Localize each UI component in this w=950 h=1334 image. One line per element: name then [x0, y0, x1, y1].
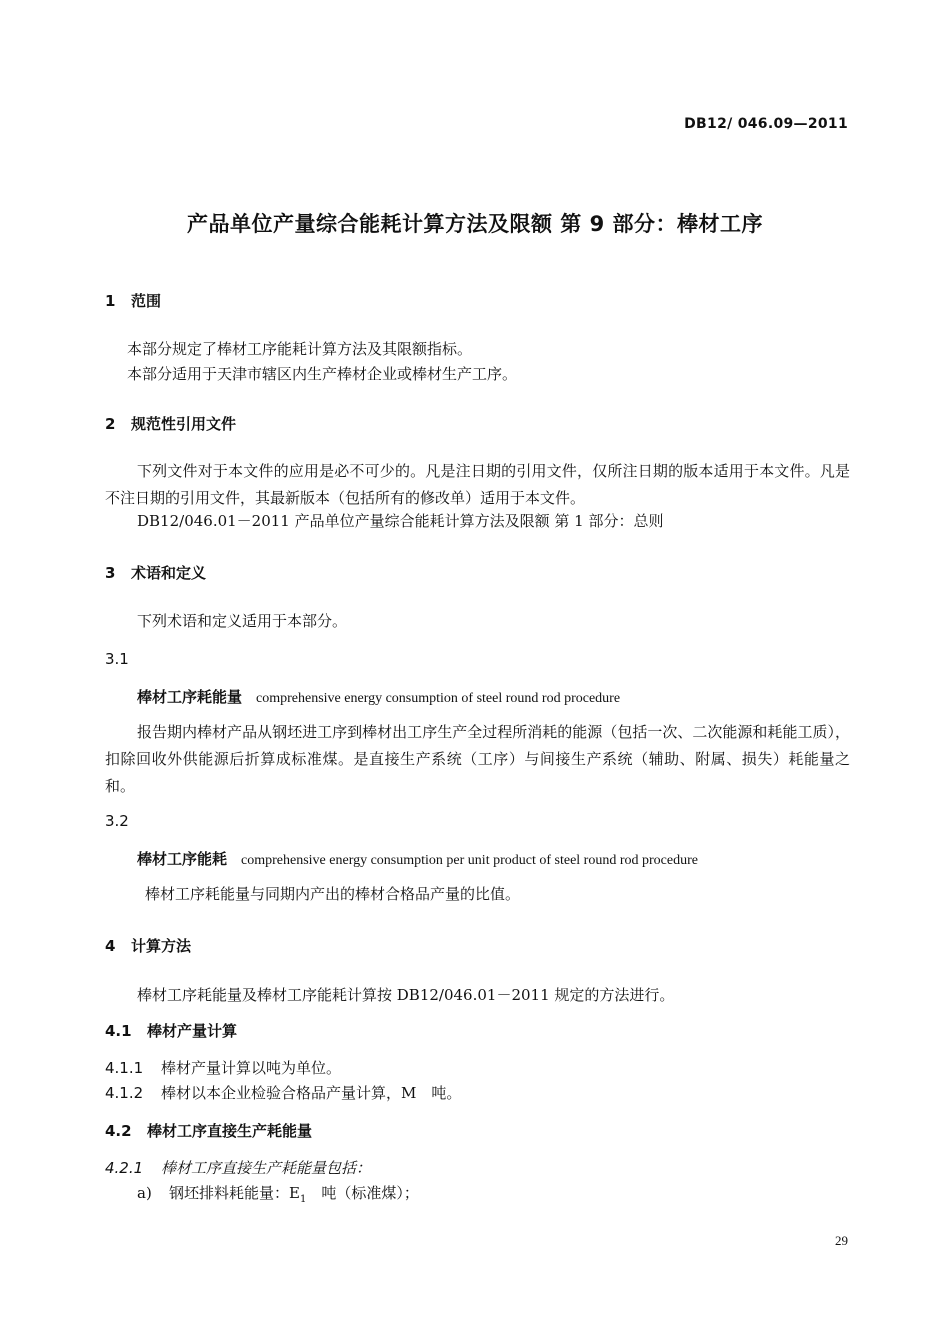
clause-item [105, 1157, 371, 1178]
term-definition: 棒材工序耗能量与同期内产出的棒材合格品产量的比值。 [145, 885, 521, 903]
document-title: 产品单位产量综合能耗计算方法及限额 第 9 部分：棒材工序 [186, 212, 764, 236]
term-english: comprehensive energy consumption of steel round rod procedure [256, 691, 621, 706]
section-2-heading [105, 413, 236, 434]
clause-item [105, 1057, 341, 1078]
section-1-heading [105, 290, 161, 311]
term-chinese: 棒材工序耗能量 [137, 688, 243, 706]
clause-number: 4.1.1 [105, 1059, 144, 1077]
section-3-heading [105, 562, 206, 583]
term-definition: 报告期内棒材产品从钢坯进工序到棒材出工序生产全过程所消耗的能源（包括一次、二次能源和耗能工质），扣除回收外供能源后折算成标准煤。是直接生产系统（工序）与间接生产系统（辅助、附属、损失）耗能量之和。 [105, 723, 850, 795]
section-title: 棒材工序直接生产耗能量 [147, 1122, 313, 1140]
page-number: 29 [835, 1233, 848, 1248]
clause-text: 棒材以本企业检验合格品产量计算，M 吨。 [161, 1084, 462, 1102]
term-entry [137, 848, 698, 869]
paragraph: 本部分适用于天津市辖区内生产棒材企业或棒材生产工序。 [127, 365, 518, 383]
reference-item: DB12/046.01－2011 产品单位产量综合能耗计算方法及限额 第 1 部分：总则 [137, 512, 664, 530]
term-chinese: 棒材工序能耗 [137, 850, 228, 868]
section-title: 棒材产量计算 [147, 1022, 238, 1040]
section-number: 4.2 [105, 1122, 132, 1140]
list-unit: 吨（标准煤）； [306, 1184, 419, 1202]
section-title: 范围 [131, 292, 162, 310]
subscript: 1 [299, 1194, 307, 1205]
section-title: 术语和定义 [131, 564, 207, 582]
clause-number: 3.1 [105, 650, 129, 668]
clause-text: 棒材产量计算以吨为单位。 [161, 1059, 342, 1077]
section-title: 规范性引用文件 [131, 415, 237, 433]
paragraph: 棒材工序耗能量及棒材工序能耗计算按 DB12/046.01－2011 规定的方法进行。 [137, 986, 675, 1004]
section-title: 计算方法 [131, 937, 192, 955]
list-item [137, 1182, 419, 1205]
section-number: 3 [105, 564, 116, 582]
list-label: a) [137, 1184, 152, 1202]
paragraph: 本部分规定了棒材工序能耗计算方法及其限额指标。 [127, 340, 473, 358]
clause-number: 4.2.1 [105, 1159, 144, 1177]
clause-number: 4.1.2 [105, 1084, 144, 1102]
paragraph: 下列文件对于本文件的应用是必不可少的。凡是注日期的引用文件，仅所注日期的版本适用于本文件。凡是不注日期的引用文件，其最新版本（包括所有的修改单）适用于本文件。 [105, 462, 850, 507]
subsection-4-2-heading [105, 1120, 312, 1141]
section-number: 4 [105, 937, 116, 955]
subsection-4-1-heading [105, 1020, 237, 1041]
clause-text: 棒材工序直接生产耗能量包括： [161, 1159, 372, 1177]
section-number: 4.1 [105, 1022, 132, 1040]
section-number: 2 [105, 415, 116, 433]
clause-number: 3.2 [105, 812, 129, 830]
term-entry [137, 686, 620, 707]
standard-code: DB12/ 046.09—2011 [684, 116, 848, 132]
section-number: 1 [105, 292, 116, 310]
paragraph: 下列术语和定义适用于本部分。 [137, 612, 348, 630]
section-4-heading [105, 935, 191, 956]
clause-item [105, 1082, 461, 1103]
list-text: 钢坯排料耗能量：E [169, 1184, 300, 1202]
term-english: comprehensive energy consumption per unit product of steel round rod procedure [241, 853, 698, 868]
